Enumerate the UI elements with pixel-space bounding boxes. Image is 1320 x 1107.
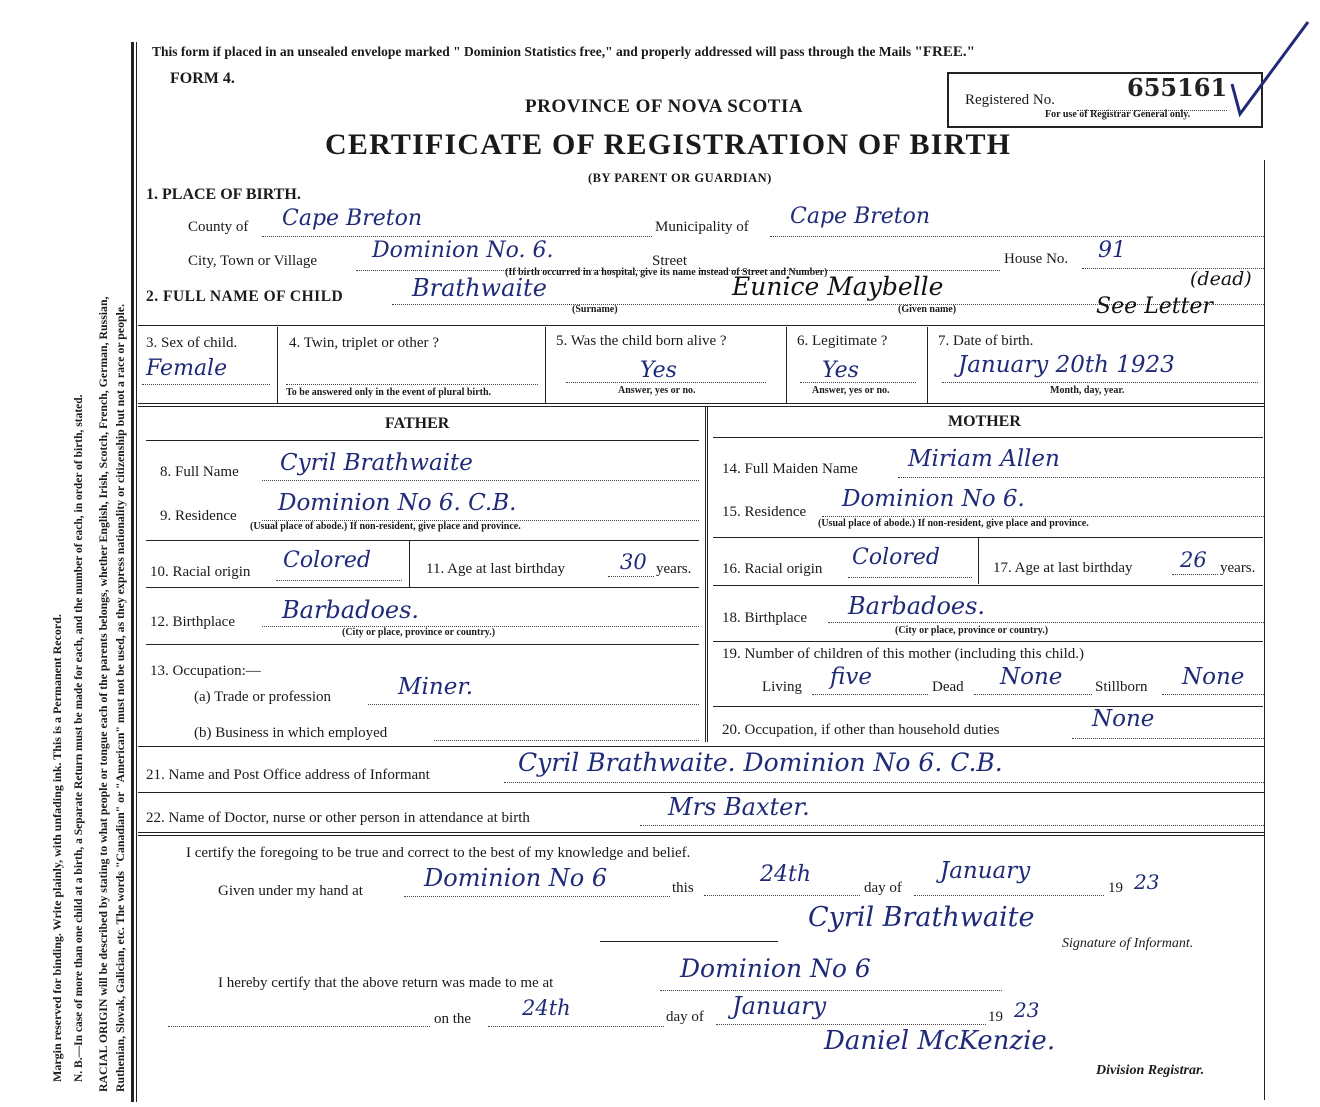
right-rule xyxy=(1264,160,1265,1100)
given-day-of: day of xyxy=(864,880,902,896)
given-year-prefix: 19 xyxy=(1108,880,1123,896)
father-trade-value: Miner. xyxy=(398,674,474,700)
sex-value: Female xyxy=(146,356,228,381)
mother-stillborn-label: Stillborn xyxy=(1095,679,1148,695)
mother-dead-label: Dead xyxy=(932,679,964,695)
mother-residence-value: Dominion No 6. xyxy=(842,486,1025,512)
registrar-month: January xyxy=(732,992,827,1020)
mother-stillborn-value: None xyxy=(1182,664,1245,690)
twin-note: To be answered only in the event of plural birth. xyxy=(286,387,492,398)
father-age-value: 30 xyxy=(620,550,647,574)
mother-name-value: Miriam Allen xyxy=(908,446,1060,472)
mother-residence-note: (Usual place of abode.) If non-resident, give place and province. xyxy=(818,518,1089,529)
street-label: Street xyxy=(652,253,687,269)
mother-birthplace-label: 18. Birthplace xyxy=(722,610,807,626)
father-race-label: 10. Racial origin xyxy=(150,564,251,580)
legitimate-label: 6. Legitimate ? xyxy=(797,333,888,349)
mother-age-value: 26 xyxy=(1180,548,1207,572)
registered-number: 655161 xyxy=(1127,73,1228,102)
page-subtitle: (BY PARENT OR GUARDIAN) xyxy=(588,171,772,185)
county-value: Cape Breton xyxy=(282,206,423,231)
mother-dead-value: None xyxy=(1000,664,1063,690)
province-title: PROVINCE OF NOVA SCOTIA xyxy=(525,96,804,117)
father-residence-value: Dominion No 6. C.B. xyxy=(278,490,517,516)
informant-value: Cyril Brathwaite. Dominion No 6. C.B. xyxy=(518,748,1003,777)
registered-box xyxy=(947,72,1263,128)
father-name-label: 8. Full Name xyxy=(160,464,239,480)
registrar-statement: I hereby certify that the above return was made to me at xyxy=(218,975,554,991)
dob-value: January 20th 1923 xyxy=(958,352,1175,378)
given-month: January xyxy=(940,858,1031,884)
father-residence-label: 9. Residence xyxy=(160,508,237,524)
city-label: City, Town or Village xyxy=(188,253,318,269)
father-age-label: 11. Age at last birthday xyxy=(426,561,565,577)
county-label: County of xyxy=(188,219,249,235)
municipality-value: Cape Breton xyxy=(790,204,931,229)
informant-label: 21. Name and Post Office address of Informant xyxy=(146,767,430,783)
registrar-year-suffix: 23 xyxy=(1014,998,1040,1022)
city-value: Dominion No. 6. xyxy=(372,238,554,263)
mother-race-value: Colored xyxy=(852,545,940,570)
mother-years: years. xyxy=(1220,560,1256,576)
mother-occupation-label: 20. Occupation, if other than household duties xyxy=(722,722,1000,738)
see-letter-note: See Letter xyxy=(1096,294,1213,319)
given-day: 24th xyxy=(760,862,812,887)
father-birthplace-label: 12. Birthplace xyxy=(150,614,235,630)
informant-signature: Cyril Brathwaite xyxy=(808,902,1035,933)
doctor-value: Mrs Baxter. xyxy=(668,793,810,821)
mother-name-label: 14. Full Maiden Name xyxy=(722,461,858,477)
registrar-day: 24th xyxy=(522,996,571,1020)
dob-label: 7. Date of birth. xyxy=(938,333,1034,349)
sex-label: 3. Sex of child. xyxy=(146,335,238,351)
given-note: (Given name) xyxy=(898,304,957,315)
child-surname: Brathwaite xyxy=(412,274,547,302)
division-registrar-label: Division Registrar. xyxy=(1096,1063,1205,1078)
doctor-label: 22. Name of Doctor, nurse or other person in attendance at birth xyxy=(146,810,530,826)
father-trade-label: (a) Trade or profession xyxy=(194,689,332,705)
child-given-name: Eunice Maybelle xyxy=(732,272,944,301)
page-title: CERTIFICATE OF REGISTRATION OF BIRTH xyxy=(325,128,1012,161)
margin-note-multiple-births: N. B.—In case of more than one child at a birth, a Separate Return must be made for each, and the number of each, in order of birth, stated. xyxy=(73,394,85,1082)
certify-statement: I certify the foregoing to be true and correct to the best of my knowledge and belief. xyxy=(186,845,691,861)
alive-note: Answer, yes or no. xyxy=(618,385,696,396)
mother-occupation-value: None xyxy=(1092,706,1155,732)
place-heading: 1. PLACE OF BIRTH. xyxy=(146,186,301,203)
mother-birthplace-value: Barbadoes. xyxy=(848,592,986,620)
mother-residence-label: 15. Residence xyxy=(722,504,807,520)
mother-children-label: 19. Number of children of this mother (including this child.) xyxy=(722,646,1085,662)
checkmark-icon xyxy=(1228,14,1318,124)
mother-age-label: 17. Age at last birthday xyxy=(993,560,1133,576)
alive-label: 5. Was the child born alive ? xyxy=(556,333,727,349)
given-year-suffix: 23 xyxy=(1134,870,1160,894)
registrar-note: For use of Registrar General only. xyxy=(1045,109,1191,120)
legitimate-note: Answer, yes or no. xyxy=(812,385,890,396)
signature-label: Signature of Informant. xyxy=(1062,936,1194,951)
mother-birthplace-note: (City or place, province or country.) xyxy=(895,625,1049,636)
on-the-label: on the xyxy=(434,1011,472,1027)
registered-label: Registered No. xyxy=(965,92,1055,108)
this-label: this xyxy=(672,880,694,896)
hospital-note: (If birth occurred in a hospital, give its name instead of Street and Number) xyxy=(505,267,828,278)
given-place: Dominion No 6 xyxy=(424,864,608,892)
mother-living-value: five xyxy=(830,664,872,690)
dead-note: (dead) xyxy=(1190,268,1252,290)
father-race-value: Colored xyxy=(283,548,371,573)
father-name-value: Cyril Brathwaite xyxy=(280,450,473,476)
father-birthplace-value: Barbadoes. xyxy=(282,596,420,624)
father-years: years. xyxy=(656,561,692,577)
father-birthplace-note: (City or place, province or country.) xyxy=(342,627,496,638)
mother-living-label: Living xyxy=(762,679,802,695)
binding-rule xyxy=(131,42,134,1102)
legitimate-value: Yes xyxy=(822,358,859,383)
dob-note: Month, day, year. xyxy=(1050,385,1125,396)
registrar-year-prefix: 19 xyxy=(988,1009,1003,1025)
registrar-day-of: day of xyxy=(666,1009,704,1025)
father-occupation-label: 13. Occupation:— xyxy=(150,663,261,679)
margin-note-binding: Margin reserved for binding. Write plainly, with unfading ink. This is a Permanent Record. xyxy=(50,614,64,1082)
form-number: FORM 4. xyxy=(170,70,235,87)
twin-label: 4. Twin, triplet or other ? xyxy=(289,335,439,351)
margin-note-racial-origin: RACIAL ORIGIN will be described by stating to what people or tongue each of the parents belongs, whether English, Irish, Scotch, French, German, Russian, xyxy=(96,296,110,1092)
mail-notice: This form if placed in an unsealed envelope marked " Dominion Statistics free," and properly addressed will pass through the Mails "FREE." xyxy=(152,44,975,60)
margin-note-racial-origin-2: Ruthenian, Slovak, Galician, etc. The words "Canadian" or "American" must not be used, as they express nationality or citizenship but not a race or people. xyxy=(113,303,127,1092)
given-label: Given under my hand at xyxy=(218,883,363,899)
municipality-label: Municipality of xyxy=(655,219,749,235)
surname-note: (Surname) xyxy=(572,304,618,315)
alive-value: Yes xyxy=(640,358,677,383)
father-heading: FATHER xyxy=(385,415,450,432)
house-value: 91 xyxy=(1098,238,1126,263)
father-residence-note: (Usual place of abode.) If non-resident, give place and province. xyxy=(250,521,521,532)
mother-race-label: 16. Racial origin xyxy=(722,561,823,577)
mother-heading: MOTHER xyxy=(948,413,1021,430)
house-label: House No. xyxy=(1004,251,1069,267)
father-business-label: (b) Business in which employed xyxy=(194,725,388,741)
registrar-signature: Daniel McKenzie. xyxy=(824,1026,1056,1056)
child-name-label: 2. FULL NAME OF CHILD xyxy=(146,288,344,305)
binding-rule-inner xyxy=(136,42,137,1102)
registrar-place: Dominion No 6 xyxy=(680,954,871,983)
